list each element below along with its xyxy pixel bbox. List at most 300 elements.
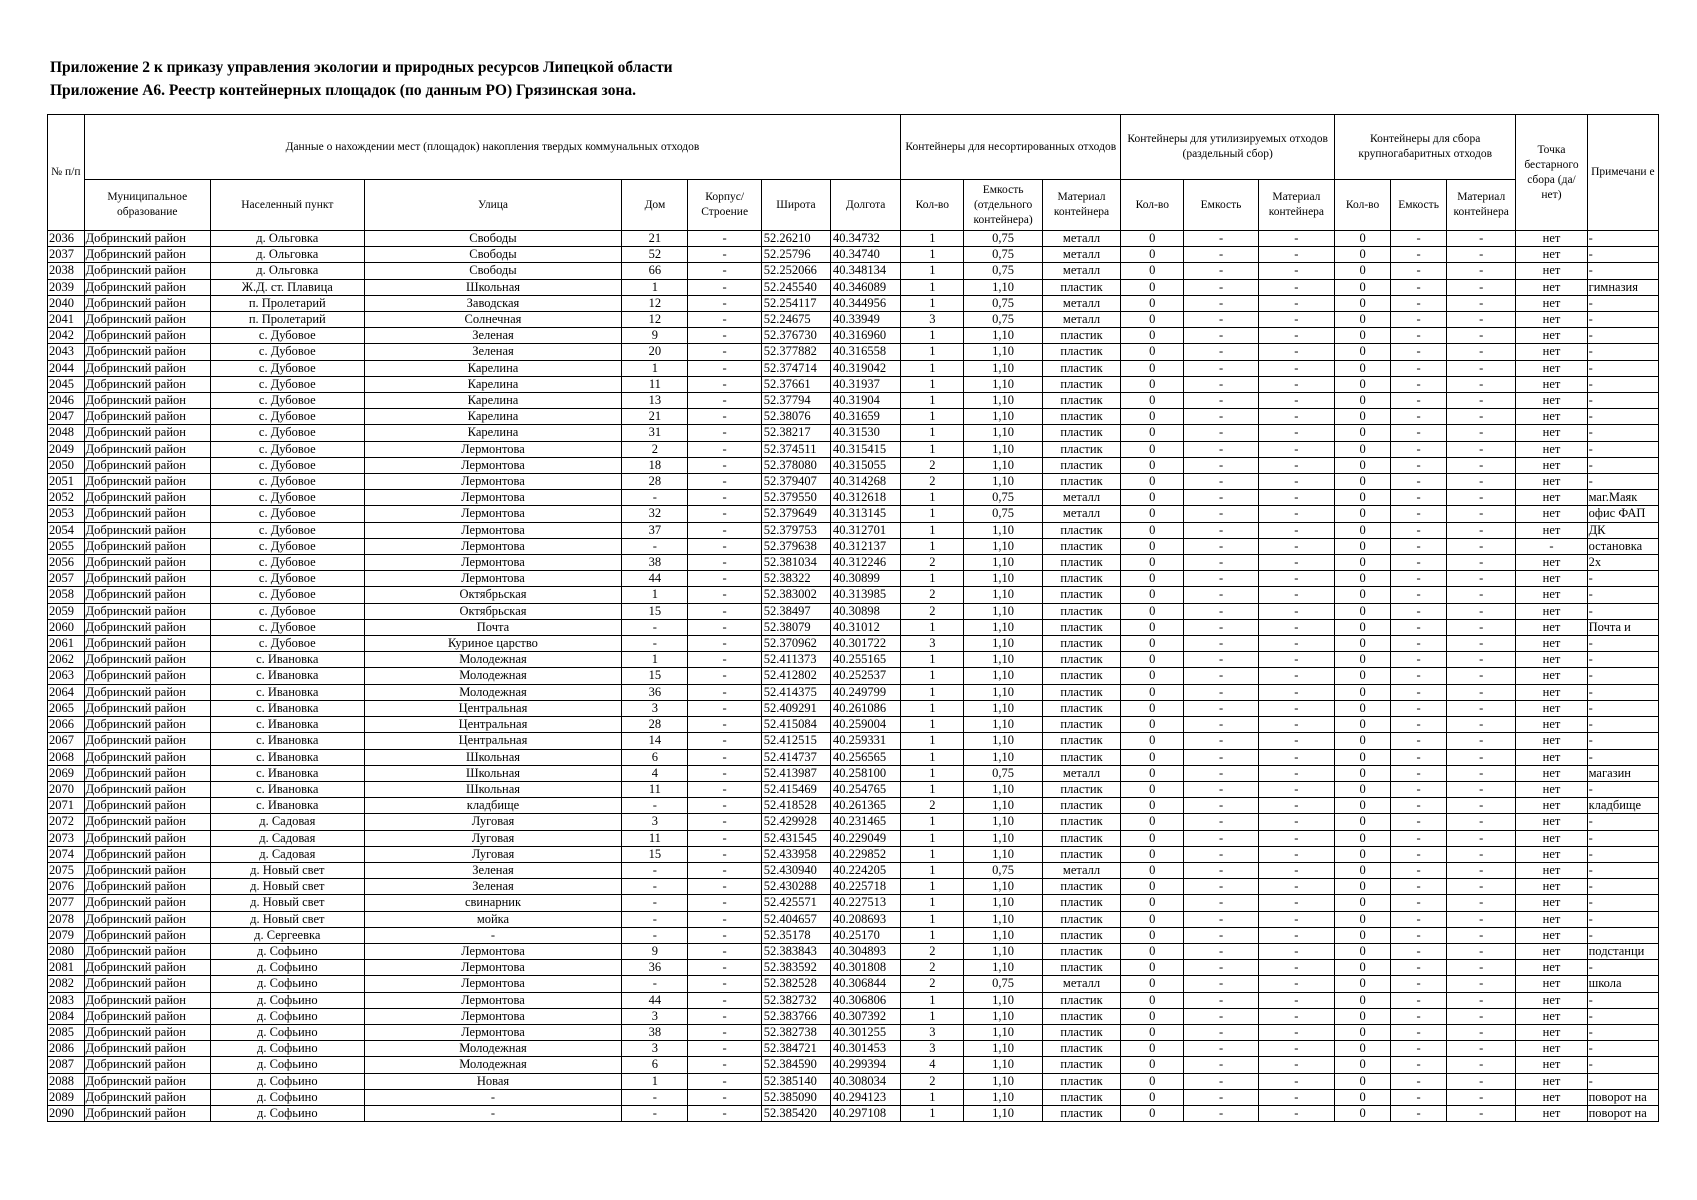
cell-bulky-qty: 0 <box>1335 587 1391 603</box>
cell-bulky-material: - <box>1447 538 1516 554</box>
cell-unsorted-qty: 1 <box>901 263 964 279</box>
cell-containerless: нет <box>1516 862 1587 878</box>
table-row <box>48 927 1659 943</box>
cell-unsorted-material: пластик <box>1042 409 1120 425</box>
cell-lon: 40.312618 <box>831 490 901 506</box>
cell-recycled-material: - <box>1258 1089 1334 1105</box>
cell-num: 2067 <box>48 733 85 749</box>
cell-recycled-qty: 0 <box>1121 441 1184 457</box>
cell-house: - <box>622 895 688 911</box>
cell-num: 2083 <box>48 992 85 1008</box>
cell-note: - <box>1587 927 1658 943</box>
cell-street: Карелина <box>364 425 622 441</box>
cell-recycled-qty: 0 <box>1121 992 1184 1008</box>
cell-house: - <box>622 927 688 943</box>
table-row <box>48 506 1659 522</box>
cell-unsorted-material: пластик <box>1042 555 1120 571</box>
cell-recycled-capacity: - <box>1184 1041 1258 1057</box>
cell-containerless: нет <box>1516 652 1587 668</box>
cell-house: - <box>622 862 688 878</box>
cell-containerless: нет <box>1516 279 1587 295</box>
cell-containerless: нет <box>1516 943 1587 959</box>
cell-settlement: д. Софьино <box>210 1089 364 1105</box>
cell-house: 12 <box>622 312 688 328</box>
cell-unsorted-material: пластик <box>1042 927 1120 943</box>
cell-bulky-material: - <box>1447 360 1516 376</box>
cell-unsorted-capacity: 1,10 <box>964 1008 1042 1024</box>
cell-unsorted-material: пластик <box>1042 619 1120 635</box>
cell-note: - <box>1587 960 1658 976</box>
cell-num: 2057 <box>48 571 85 587</box>
cell-containerless: нет <box>1516 376 1587 392</box>
cell-unsorted-qty: 1 <box>901 1089 964 1105</box>
cell-unsorted-capacity: 1,10 <box>964 830 1042 846</box>
cell-unsorted-capacity: 0,75 <box>964 862 1042 878</box>
cell-recycled-material: - <box>1258 1041 1334 1057</box>
cell-building: - <box>688 619 761 635</box>
cell-settlement: с. Дубовое <box>210 571 364 587</box>
cell-unsorted-qty: 1 <box>901 247 964 263</box>
cell-unsorted-material: металл <box>1042 231 1120 247</box>
cell-unsorted-material: пластик <box>1042 571 1120 587</box>
cell-bulky-capacity: - <box>1391 538 1447 554</box>
cell-recycled-material: - <box>1258 781 1334 797</box>
table-row <box>48 1008 1659 1024</box>
cell-note: подстанци <box>1587 943 1658 959</box>
cell-lon: 40.308034 <box>831 1073 901 1089</box>
cell-num: 2044 <box>48 360 85 376</box>
cell-num: 2084 <box>48 1008 85 1024</box>
cell-unsorted-qty: 2 <box>901 976 964 992</box>
cell-bulky-material: - <box>1447 960 1516 976</box>
cell-unsorted-material: пластик <box>1042 538 1120 554</box>
cell-unsorted-capacity: 1,10 <box>964 1024 1042 1040</box>
cell-lon: 40.254765 <box>831 781 901 797</box>
cell-settlement: д. Софьино <box>210 943 364 959</box>
cell-recycled-material: - <box>1258 393 1334 409</box>
table-row <box>48 765 1659 781</box>
cell-containerless: нет <box>1516 700 1587 716</box>
cell-recycled-capacity: - <box>1184 943 1258 959</box>
cell-bulky-capacity: - <box>1391 1041 1447 1057</box>
cell-municipality: Добринский район <box>84 668 210 684</box>
cell-settlement: с. Ивановка <box>210 700 364 716</box>
cell-building: - <box>688 1041 761 1057</box>
cell-municipality: Добринский район <box>84 1041 210 1057</box>
cell-recycled-material: - <box>1258 814 1334 830</box>
table-row <box>48 587 1659 603</box>
cell-lat: 52.414737 <box>761 749 830 765</box>
cell-recycled-qty: 0 <box>1121 749 1184 765</box>
cell-bulky-material: - <box>1447 830 1516 846</box>
cell-house: - <box>622 911 688 927</box>
cell-lat: 52.385090 <box>761 1089 830 1105</box>
cell-containerless: нет <box>1516 247 1587 263</box>
cell-recycled-capacity: - <box>1184 895 1258 911</box>
cell-building: - <box>688 393 761 409</box>
cell-building: - <box>688 636 761 652</box>
cell-num: 2062 <box>48 652 85 668</box>
cell-house: - <box>622 798 688 814</box>
cell-recycled-qty: 0 <box>1121 895 1184 911</box>
cell-unsorted-qty: 1 <box>901 571 964 587</box>
cell-building: - <box>688 587 761 603</box>
cell-settlement: д. Софьино <box>210 1073 364 1089</box>
cell-settlement: д. Софьино <box>210 1024 364 1040</box>
cell-unsorted-qty: 1 <box>901 1008 964 1024</box>
cell-lat: 52.409291 <box>761 700 830 716</box>
cell-street: Лермонтова <box>364 1024 622 1040</box>
cell-lon: 40.30899 <box>831 571 901 587</box>
cell-house: 12 <box>622 295 688 311</box>
cell-bulky-capacity: - <box>1391 700 1447 716</box>
cell-unsorted-qty: 2 <box>901 555 964 571</box>
cell-recycled-material: - <box>1258 798 1334 814</box>
cell-unsorted-material: пластик <box>1042 1024 1120 1040</box>
cell-containerless: нет <box>1516 636 1587 652</box>
cell-bulky-capacity: - <box>1391 879 1447 895</box>
cell-recycled-qty: 0 <box>1121 474 1184 490</box>
cell-num: 2040 <box>48 295 85 311</box>
cell-unsorted-material: пластик <box>1042 1057 1120 1073</box>
cell-street: Свободы <box>364 231 622 247</box>
cell-bulky-capacity: - <box>1391 263 1447 279</box>
cell-lat: 52.425571 <box>761 895 830 911</box>
cell-recycled-material: - <box>1258 474 1334 490</box>
cell-bulky-material: - <box>1447 733 1516 749</box>
cell-lon: 40.346089 <box>831 279 901 295</box>
cell-lon: 40.34732 <box>831 231 901 247</box>
cell-lat: 52.430940 <box>761 862 830 878</box>
cell-bulky-capacity: - <box>1391 992 1447 1008</box>
cell-lon: 40.225718 <box>831 879 901 895</box>
cell-bulky-capacity: - <box>1391 943 1447 959</box>
table-row <box>48 684 1659 700</box>
cell-bulky-qty: 0 <box>1335 927 1391 943</box>
cell-recycled-qty: 0 <box>1121 765 1184 781</box>
cell-recycled-material: - <box>1258 960 1334 976</box>
cell-building: - <box>688 295 761 311</box>
cell-lat: 52.379638 <box>761 538 830 554</box>
cell-building: - <box>688 555 761 571</box>
cell-recycled-capacity: - <box>1184 1105 1258 1121</box>
cell-bulky-material: - <box>1447 279 1516 295</box>
cell-building: - <box>688 717 761 733</box>
cell-municipality: Добринский район <box>84 474 210 490</box>
cell-unsorted-material: пластик <box>1042 360 1120 376</box>
cell-num: 2071 <box>48 798 85 814</box>
table-row <box>48 247 1659 263</box>
cell-bulky-capacity: - <box>1391 587 1447 603</box>
cell-lon: 40.314268 <box>831 474 901 490</box>
cell-lon: 40.31904 <box>831 393 901 409</box>
header-note: Примечани е <box>1587 115 1658 231</box>
cell-recycled-qty: 0 <box>1121 619 1184 635</box>
cell-bulky-material: - <box>1447 506 1516 522</box>
cell-bulky-qty: 0 <box>1335 830 1391 846</box>
cell-containerless: нет <box>1516 846 1587 862</box>
cell-unsorted-material: пластик <box>1042 814 1120 830</box>
cell-bulky-qty: 0 <box>1335 668 1391 684</box>
cell-bulky-capacity: - <box>1391 1057 1447 1073</box>
cell-bulky-material: - <box>1447 376 1516 392</box>
cell-bulky-capacity: - <box>1391 295 1447 311</box>
cell-containerless: нет <box>1516 231 1587 247</box>
cell-bulky-capacity: - <box>1391 781 1447 797</box>
cell-house: - <box>622 1105 688 1121</box>
cell-municipality: Добринский район <box>84 425 210 441</box>
cell-lon: 40.259004 <box>831 717 901 733</box>
cell-recycled-capacity: - <box>1184 409 1258 425</box>
cell-bulky-capacity: - <box>1391 409 1447 425</box>
cell-street: свинарник <box>364 895 622 911</box>
cell-recycled-material: - <box>1258 587 1334 603</box>
cell-street: Карелина <box>364 409 622 425</box>
header-containerless: Точка бестарного сбора (да/нет) <box>1516 115 1587 231</box>
document-title-line-2: Приложение А6. Реестр контейнерных площадок (по данным РО) Грязинская зона. <box>50 82 636 99</box>
cell-recycled-qty: 0 <box>1121 1024 1184 1040</box>
cell-unsorted-capacity: 1,10 <box>964 1057 1042 1073</box>
cell-settlement: с. Дубовое <box>210 555 364 571</box>
cell-num: 2075 <box>48 862 85 878</box>
cell-lat: 52.383843 <box>761 943 830 959</box>
header-lat: Широта <box>761 180 830 231</box>
cell-unsorted-material: пластик <box>1042 457 1120 473</box>
cell-unsorted-capacity: 1,10 <box>964 457 1042 473</box>
cell-unsorted-capacity: 1,10 <box>964 636 1042 652</box>
cell-bulky-qty: 0 <box>1335 474 1391 490</box>
cell-lon: 40.258100 <box>831 765 901 781</box>
cell-lon: 40.30898 <box>831 603 901 619</box>
cell-house: 44 <box>622 992 688 1008</box>
cell-containerless: нет <box>1516 927 1587 943</box>
cell-recycled-capacity: - <box>1184 652 1258 668</box>
cell-settlement: с. Дубовое <box>210 603 364 619</box>
cell-building: - <box>688 522 761 538</box>
header-unsorted-qty: Кол-во <box>901 180 964 231</box>
cell-lon: 40.297108 <box>831 1105 901 1121</box>
cell-unsorted-qty: 2 <box>901 943 964 959</box>
cell-recycled-capacity: - <box>1184 506 1258 522</box>
cell-lon: 40.306844 <box>831 976 901 992</box>
cell-recycled-capacity: - <box>1184 911 1258 927</box>
table-row <box>48 960 1659 976</box>
cell-municipality: Добринский район <box>84 749 210 765</box>
cell-unsorted-material: пластик <box>1042 1041 1120 1057</box>
table-row <box>48 295 1659 311</box>
cell-building: - <box>688 376 761 392</box>
cell-recycled-material: - <box>1258 538 1334 554</box>
cell-settlement: д. Сергеевка <box>210 927 364 943</box>
cell-num: 2073 <box>48 830 85 846</box>
table-row <box>48 911 1659 927</box>
cell-house: 1 <box>622 279 688 295</box>
cell-bulky-material: - <box>1447 425 1516 441</box>
cell-unsorted-qty: 2 <box>901 1073 964 1089</box>
table-row <box>48 992 1659 1008</box>
cell-street: Зеленая <box>364 862 622 878</box>
cell-street: Молодежная <box>364 668 622 684</box>
cell-house: 11 <box>622 376 688 392</box>
cell-recycled-qty: 0 <box>1121 393 1184 409</box>
cell-recycled-capacity: - <box>1184 393 1258 409</box>
cell-settlement: п. Пролетарий <box>210 295 364 311</box>
cell-unsorted-capacity: 1,10 <box>964 652 1042 668</box>
cell-note: 2х <box>1587 555 1658 571</box>
cell-unsorted-material: пластик <box>1042 425 1120 441</box>
table-row <box>48 798 1659 814</box>
cell-num: 2069 <box>48 765 85 781</box>
cell-num: 2065 <box>48 700 85 716</box>
cell-settlement: с. Ивановка <box>210 652 364 668</box>
cell-unsorted-qty: 1 <box>901 895 964 911</box>
cell-recycled-capacity: - <box>1184 700 1258 716</box>
cell-recycled-capacity: - <box>1184 425 1258 441</box>
cell-bulky-qty: 0 <box>1335 247 1391 263</box>
cell-unsorted-capacity: 1,10 <box>964 749 1042 765</box>
table-row <box>48 619 1659 635</box>
cell-lat: 52.431545 <box>761 830 830 846</box>
cell-unsorted-qty: 1 <box>901 441 964 457</box>
cell-num: 2039 <box>48 279 85 295</box>
cell-note: - <box>1587 344 1658 360</box>
cell-bulky-material: - <box>1447 1057 1516 1073</box>
cell-bulky-material: - <box>1447 700 1516 716</box>
cell-house: 3 <box>622 700 688 716</box>
cell-recycled-capacity: - <box>1184 976 1258 992</box>
cell-unsorted-capacity: 1,10 <box>964 927 1042 943</box>
cell-recycled-capacity: - <box>1184 862 1258 878</box>
cell-municipality: Добринский район <box>84 393 210 409</box>
cell-note: - <box>1587 781 1658 797</box>
cell-settlement: д. Ольговка <box>210 231 364 247</box>
cell-settlement: с. Дубовое <box>210 328 364 344</box>
cell-house: 13 <box>622 393 688 409</box>
cell-bulky-qty: 0 <box>1335 895 1391 911</box>
cell-containerless: нет <box>1516 830 1587 846</box>
cell-street: Почта <box>364 619 622 635</box>
cell-bulky-qty: 0 <box>1335 765 1391 781</box>
table-row <box>48 862 1659 878</box>
table-row <box>48 538 1659 554</box>
cell-lat: 52.37794 <box>761 393 830 409</box>
table-row <box>48 441 1659 457</box>
header-bulky-qty: Кол-во <box>1335 180 1391 231</box>
document-title-line-1: Приложение 2 к приказу управления экологии и природных ресурсов Липецкой области <box>50 59 673 76</box>
cell-settlement: д. Ольговка <box>210 247 364 263</box>
cell-lat: 52.418528 <box>761 798 830 814</box>
cell-unsorted-qty: 1 <box>901 409 964 425</box>
cell-unsorted-qty: 1 <box>901 814 964 830</box>
cell-house: - <box>622 619 688 635</box>
cell-house: 9 <box>622 328 688 344</box>
cell-lon: 40.301722 <box>831 636 901 652</box>
cell-street: Лермонтова <box>364 522 622 538</box>
cell-unsorted-material: пластик <box>1042 522 1120 538</box>
cell-building: - <box>688 798 761 814</box>
cell-recycled-material: - <box>1258 263 1334 279</box>
cell-unsorted-material: пластик <box>1042 700 1120 716</box>
cell-house: 1 <box>622 360 688 376</box>
cell-unsorted-qty: 1 <box>901 344 964 360</box>
cell-lon: 40.304893 <box>831 943 901 959</box>
cell-bulky-material: - <box>1447 587 1516 603</box>
cell-unsorted-capacity: 1,10 <box>964 279 1042 295</box>
cell-recycled-capacity: - <box>1184 830 1258 846</box>
table-row <box>48 749 1659 765</box>
cell-building: - <box>688 814 761 830</box>
cell-bulky-qty: 0 <box>1335 733 1391 749</box>
cell-note: - <box>1587 652 1658 668</box>
cell-unsorted-capacity: 1,10 <box>964 700 1042 716</box>
cell-lat: 52.382732 <box>761 992 830 1008</box>
cell-recycled-capacity: - <box>1184 279 1258 295</box>
table-row <box>48 425 1659 441</box>
cell-municipality: Добринский район <box>84 247 210 263</box>
cell-recycled-capacity: - <box>1184 603 1258 619</box>
cell-containerless: нет <box>1516 879 1587 895</box>
cell-building: - <box>688 684 761 700</box>
cell-bulky-capacity: - <box>1391 441 1447 457</box>
cell-containerless: нет <box>1516 814 1587 830</box>
cell-bulky-material: - <box>1447 927 1516 943</box>
header-house: Дом <box>622 180 688 231</box>
cell-lon: 40.294123 <box>831 1089 901 1105</box>
cell-bulky-qty: 0 <box>1335 393 1391 409</box>
cell-street: Карелина <box>364 376 622 392</box>
cell-street: Карелина <box>364 360 622 376</box>
cell-num: 2036 <box>48 231 85 247</box>
cell-street: - <box>364 1105 622 1121</box>
cell-recycled-material: - <box>1258 425 1334 441</box>
cell-settlement: с. Дубовое <box>210 425 364 441</box>
cell-note: - <box>1587 393 1658 409</box>
cell-containerless: нет <box>1516 1057 1587 1073</box>
cell-settlement: Ж.Д. ст. Плавица <box>210 279 364 295</box>
cell-building: - <box>688 733 761 749</box>
cell-note: - <box>1587 830 1658 846</box>
cell-unsorted-qty: 1 <box>901 279 964 295</box>
cell-bulky-material: - <box>1447 862 1516 878</box>
cell-street: Октябрьская <box>364 603 622 619</box>
cell-municipality: Добринский район <box>84 1073 210 1089</box>
cell-note: гимназия <box>1587 279 1658 295</box>
cell-bulky-material: - <box>1447 344 1516 360</box>
cell-bulky-capacity: - <box>1391 895 1447 911</box>
cell-unsorted-qty: 1 <box>901 506 964 522</box>
cell-unsorted-capacity: 1,10 <box>964 328 1042 344</box>
cell-unsorted-material: пластик <box>1042 376 1120 392</box>
cell-note: - <box>1587 425 1658 441</box>
cell-lon: 40.31530 <box>831 425 901 441</box>
table-row <box>48 393 1659 409</box>
cell-street: Зеленая <box>364 328 622 344</box>
cell-unsorted-qty: 4 <box>901 1057 964 1073</box>
cell-recycled-qty: 0 <box>1121 717 1184 733</box>
cell-bulky-qty: 0 <box>1335 279 1391 295</box>
cell-settlement: с. Ивановка <box>210 717 364 733</box>
cell-building: - <box>688 668 761 684</box>
cell-bulky-qty: 0 <box>1335 441 1391 457</box>
cell-lat: 52.404657 <box>761 911 830 927</box>
cell-num: 2050 <box>48 457 85 473</box>
cell-lat: 52.385420 <box>761 1105 830 1121</box>
table-header <box>48 115 1659 231</box>
cell-house: 44 <box>622 571 688 587</box>
cell-unsorted-material: металл <box>1042 490 1120 506</box>
cell-num: 2061 <box>48 636 85 652</box>
cell-unsorted-capacity: 1,10 <box>964 425 1042 441</box>
